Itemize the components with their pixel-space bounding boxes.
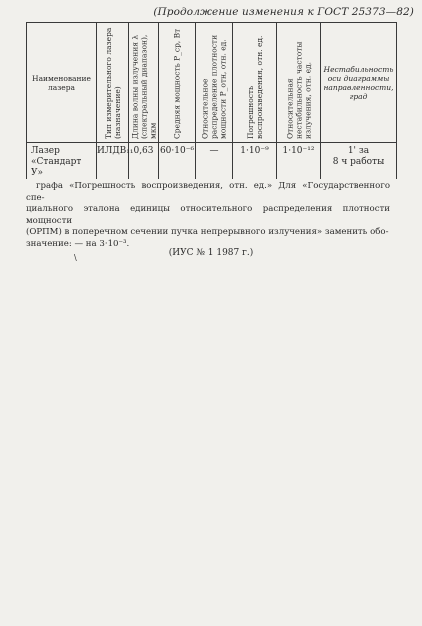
- table-row: [27, 143, 397, 180]
- cell-laser-line1: Лазер: [31, 146, 60, 156]
- paragraph-line: графа «Погрешность воспроизведения, отн. ед.» Для «Государственного спе-: [26, 181, 390, 203]
- cell-axis: [321, 143, 397, 180]
- cell-wavelength: 0,63: [129, 143, 159, 180]
- cell-laser-line2: «Стандарт У»: [31, 157, 82, 178]
- header-instability: Относительная нестабильность частоты излучения, отн. ед.: [277, 23, 321, 143]
- table-header-row: [27, 23, 397, 143]
- publication-reference: (ИУС № 1 1987 г.): [168, 248, 254, 258]
- header-axis: Нестабильность оси диаграммы направленности, град: [321, 23, 397, 143]
- pen-mark: \: [74, 253, 77, 262]
- paragraph-line: циального эталона единицы относительного распределения плотности мощности: [26, 204, 390, 226]
- header-distribution: Относительное распределение плотности мощности P_отн, отн. ед.: [196, 23, 233, 143]
- header-power: Средняя мощность P_ср, Вт: [159, 23, 196, 143]
- cell-power: 60·10⁻⁶: [159, 143, 196, 180]
- cell-type: ИЛДВ₁₁: [97, 143, 129, 180]
- cell-error: 1·10⁻⁹: [233, 143, 277, 180]
- cell-axis-line1: 1' за: [347, 146, 370, 156]
- page-header: (Продолжение изменения к ГОСТ 25373—82): [153, 6, 414, 18]
- cell-axis-line2: 8 ч работы: [332, 157, 385, 167]
- laser-table: [26, 22, 397, 179]
- header-error: Погрешность воспроизведения, отн. ед.: [233, 23, 277, 143]
- header-type: Тип измерительного лазера (назначение): [97, 23, 129, 143]
- cell-laser-name: [27, 143, 97, 180]
- amendment-paragraph: [26, 181, 390, 250]
- cell-distribution: —: [196, 143, 233, 180]
- cell-instability: 1·10⁻¹²: [277, 143, 321, 180]
- header-laser-name: Наименование лазера: [27, 23, 97, 143]
- paragraph-line: значение: — на 3·10⁻³.: [26, 238, 130, 249]
- paragraph-line: (ОРПМ) в поперечном сечении пучка непрерывного излучения» заменить обо-: [26, 227, 389, 237]
- header-wavelength: Длина волны излучения λ (спектральный диапазон), мкм: [129, 23, 159, 143]
